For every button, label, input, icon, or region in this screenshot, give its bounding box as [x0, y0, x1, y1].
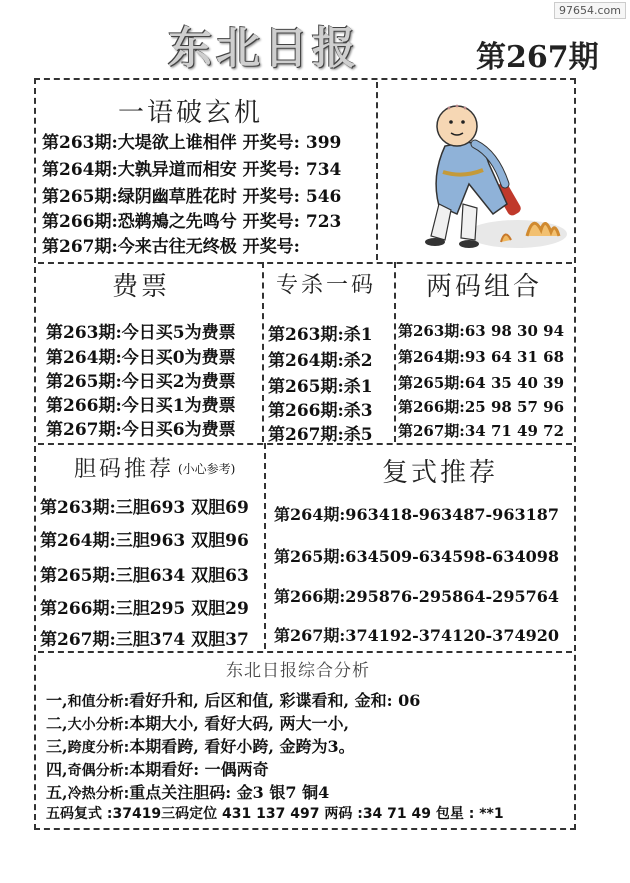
zhuan-sha-title: 专杀一码: [276, 273, 377, 298]
riddle-line: 第264期:大孰异道而相安 开奖号: 734: [42, 160, 342, 180]
analysis-num: 一,: [46, 691, 68, 710]
fu-shi-title: 复式推荐: [382, 458, 499, 488]
fu-shi-line: 第264期:963418-963487-963187: [274, 505, 559, 524]
col-divider: [262, 262, 264, 442]
riddle-line: 第265期:绿阴幽草胜花时 开奖号: 546: [42, 187, 342, 207]
analysis-item: [46, 711, 349, 734]
analysis-num: 四,: [46, 760, 68, 779]
zhuan-sha-line: 第263期:杀1: [268, 325, 373, 345]
row-divider: [38, 262, 572, 264]
dan-ma-line: 第266期:三胆295 双胆29: [40, 599, 249, 619]
fu-shi-line: 第266期:295876-295864-295764: [274, 587, 559, 606]
dan-ma-line: 第264期:三胆963 双胆96: [40, 531, 249, 551]
dan-ma-line: 第267期:三胆374 双胆37: [40, 630, 249, 650]
analysis-text: 本期看好: 一偶两奇: [129, 760, 269, 779]
analysis-item: [46, 688, 420, 711]
analysis-label: 冷热分析:: [67, 786, 130, 802]
analysis-num: 五,: [46, 783, 68, 802]
zhuan-sha-line: 第264期:杀2: [268, 351, 373, 371]
dan-ma-subtitle: (小心参考): [178, 462, 236, 476]
fei-piao-line: 第264期:今日买0为费票: [46, 348, 236, 368]
fei-piao-line: 第266期:今日买1为费票: [46, 396, 236, 416]
fu-shi-line: 第265期:634509-634598-634098: [274, 547, 559, 566]
riddle-line: 第267期:今来古往无终极 开奖号:: [42, 237, 300, 257]
liang-ma-title: 两码组合: [426, 272, 543, 302]
analysis-num: 二,: [46, 714, 68, 733]
fei-piao-line: 第263期:今日买5为费票: [46, 323, 236, 343]
analysis-text: 看好升和, 后区和值, 彩谍看和, 金和: 06: [129, 691, 421, 710]
analysis-footer: 五码复式 :37419三码定位 431 137 497 两码 :34 71 49 包星 : **1: [46, 806, 504, 822]
analysis-label: 和值分析:: [67, 694, 130, 710]
analysis-label: 跨度分析:: [67, 740, 130, 756]
analysis-text: 重点关注胆码: 金3 银7 铜4: [129, 783, 330, 802]
liang-ma-line: 第265期:64 35 40 39: [398, 374, 565, 392]
liang-ma-line: 第264期:93 64 31 68: [398, 348, 565, 366]
liang-ma-line: 第266期:25 98 57 96: [398, 398, 565, 416]
site-watermark: 97654.com: [554, 2, 626, 19]
dan-ma-line: 第265期:三胆634 双胆63: [40, 566, 249, 586]
zhuan-sha-line: 第266期:杀3: [268, 401, 373, 421]
zhuan-sha-line: 第265期:杀1: [268, 377, 373, 397]
fei-piao-line: 第265期:今日买2为费票: [46, 372, 236, 392]
zhuan-sha-line: 第267期:杀5: [268, 425, 373, 445]
liang-ma-line: 第263期:63 98 30 94: [398, 322, 565, 340]
monk-illustration: [405, 86, 570, 256]
analysis-item: [46, 734, 355, 757]
issue-number: 第267期: [476, 40, 599, 75]
riddle-line: 第266期:恐鹈鴂之先鸣兮 开奖号: 723: [42, 212, 342, 232]
fei-piao-line: 第267期:今日买6为费票: [46, 420, 236, 440]
analysis-title: 东北日报综合分析: [226, 661, 370, 681]
fu-shi-line: 第267期:374192-374120-374920: [274, 626, 559, 645]
dan-ma-line: 第263期:三胆693 双胆69: [40, 498, 249, 518]
liang-ma-line: 第267期:34 71 49 72: [398, 422, 565, 440]
analysis-item: [46, 757, 269, 780]
col-divider: [394, 262, 396, 442]
analysis-label: 大小分析:: [67, 717, 130, 733]
dan-ma-title: 胆码推荐: [74, 457, 175, 482]
analysis-text: 本期看跨, 看好小跨, 金跨为3。: [129, 737, 355, 756]
analysis-text: 本期大小, 看好大码, 两大一小,: [129, 714, 350, 733]
riddle-line: 第263期:大堤欲上谁相伴 开奖号: 399: [42, 133, 342, 153]
analysis-num: 三,: [46, 737, 68, 756]
fei-piao-title: 费票: [112, 272, 171, 302]
row-divider: [38, 443, 572, 445]
masthead-title: 东北日报: [168, 23, 360, 74]
riddle-title: 一语破玄机: [118, 98, 264, 128]
analysis-item: [46, 780, 329, 803]
col-divider: [264, 443, 266, 649]
analysis-label: 奇偶分析:: [67, 763, 130, 779]
